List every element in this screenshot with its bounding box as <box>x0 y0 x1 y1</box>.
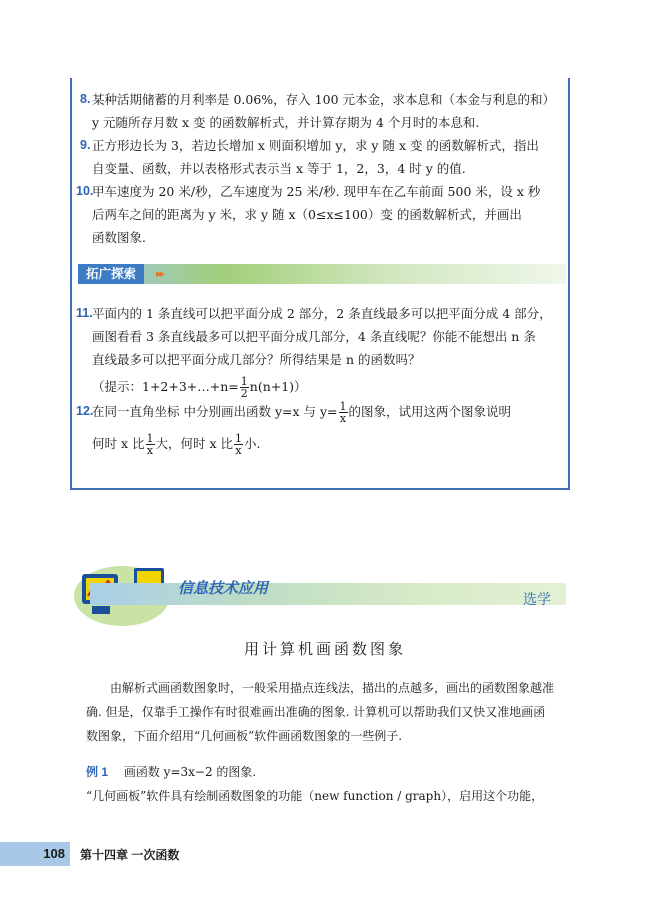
page-number: 108 <box>43 846 65 861</box>
example-label: 例 1 <box>86 765 109 779</box>
problem-text: 自变量、函数，并以表格形式表示当 x 等于 1，2，3，4 时 y 的值. <box>92 161 466 176</box>
exercise-box <box>70 78 570 490</box>
section-title: 信息技术应用 <box>178 580 269 597</box>
explore-section-bar <box>78 264 566 284</box>
problem-number: 10. <box>76 184 94 198</box>
chapter-label: 第十四章 一次函数 <box>80 848 180 862</box>
body-paragraph: 由解析式画函数图象时，一般采用描点连线法，描出的点越多，画出的函数图象越准 确. 但是，仅靠手工操作有时很难画出准确的图象. 计算机可以帮助我们又快又准地画函 数图象，下面介绍用“几何画板”软件画函数图象的一些例子. <box>86 681 555 743</box>
problem-hint: （提示：1+2+3+…+n= $\frac{1}{2}$ n(n+1)） <box>92 375 307 400</box>
problem-text: 直线最多可以把平面分成几部分？所得结果是 n 的函数吗？ <box>92 352 421 367</box>
problem-text: 函数图象. <box>92 230 146 245</box>
problem-8 <box>80 88 562 134</box>
arrow-right-icon: ▸▸ <box>156 267 164 280</box>
fraction: $\frac{1}{x}$ <box>235 432 242 457</box>
problem-text: 画图看看 3 条直线最多可以把平面分成几部分，4 条直线呢？你能不能想出 n 条 <box>92 329 536 344</box>
page-title: 用计算机画函数图象 <box>243 640 406 658</box>
explore-tag: 拓广探索 <box>78 264 144 284</box>
problem-11 <box>76 302 562 400</box>
info-tech-bar <box>90 583 566 605</box>
problem-text: 甲车速度为 20 米/秒，乙车速度为 25 米/秒. 现甲车在乙车前面 500 米，设 x 秒 <box>92 184 541 199</box>
problem-number: 12. <box>76 404 94 418</box>
problem-text: 平面内的 1 条直线可以把平面分成 2 部分，2 条直线最多可以把平面分成 4 部分， <box>92 306 552 321</box>
fraction: $\frac{1}{x}$ <box>339 400 347 425</box>
fraction: $\frac{1}{2}$ <box>240 375 248 400</box>
problem-text: 正方形边长为 3，若边长增加 x 则面积增加 y，求 y 随 x 变 的函数解析式，指出 <box>92 138 539 153</box>
problem-number: 9. <box>80 138 91 152</box>
problem-text: 在同一直角坐标 中分别画出函数 y=x 与 y= $\frac{1}{x}$ 的图象，试用这两个图象说明 <box>92 400 512 425</box>
elective-label: 选学 <box>523 591 551 607</box>
problem-number: 8. <box>80 92 91 106</box>
body-paragraph: “几何画板”软件具有绘制函数图象的功能（new function / graph），启用这个功能， <box>86 789 544 803</box>
fraction: $\frac{1}{x}$ <box>146 432 154 457</box>
problem-text: 某种活期储蓄的月利率是 0.06%，存入 100 元本金，求本息和（本金与利息的和） <box>92 92 555 107</box>
problem-9 <box>80 134 562 180</box>
problem-number: 11. <box>76 306 93 320</box>
problem-text: y 元随所存月数 x 变 的函数解析式，并计算存期为 4 个月时的本息和. <box>92 115 480 130</box>
problem-10 <box>76 180 562 249</box>
problem-12 <box>76 400 562 457</box>
example-line <box>86 760 570 784</box>
problem-text: 何时 x 比 $\frac{1}{x}$ 大，何时 x 比 $\frac{1}{x}$ 小. <box>92 432 261 457</box>
problem-text: 后两车之间的距离为 y 米，求 y 随 x（0≤x≤100）变 的函数解析式，并画出 <box>92 207 522 222</box>
page-number-block <box>0 842 70 866</box>
example-text: 画函数 y=3x−2 的图象. <box>123 765 257 779</box>
